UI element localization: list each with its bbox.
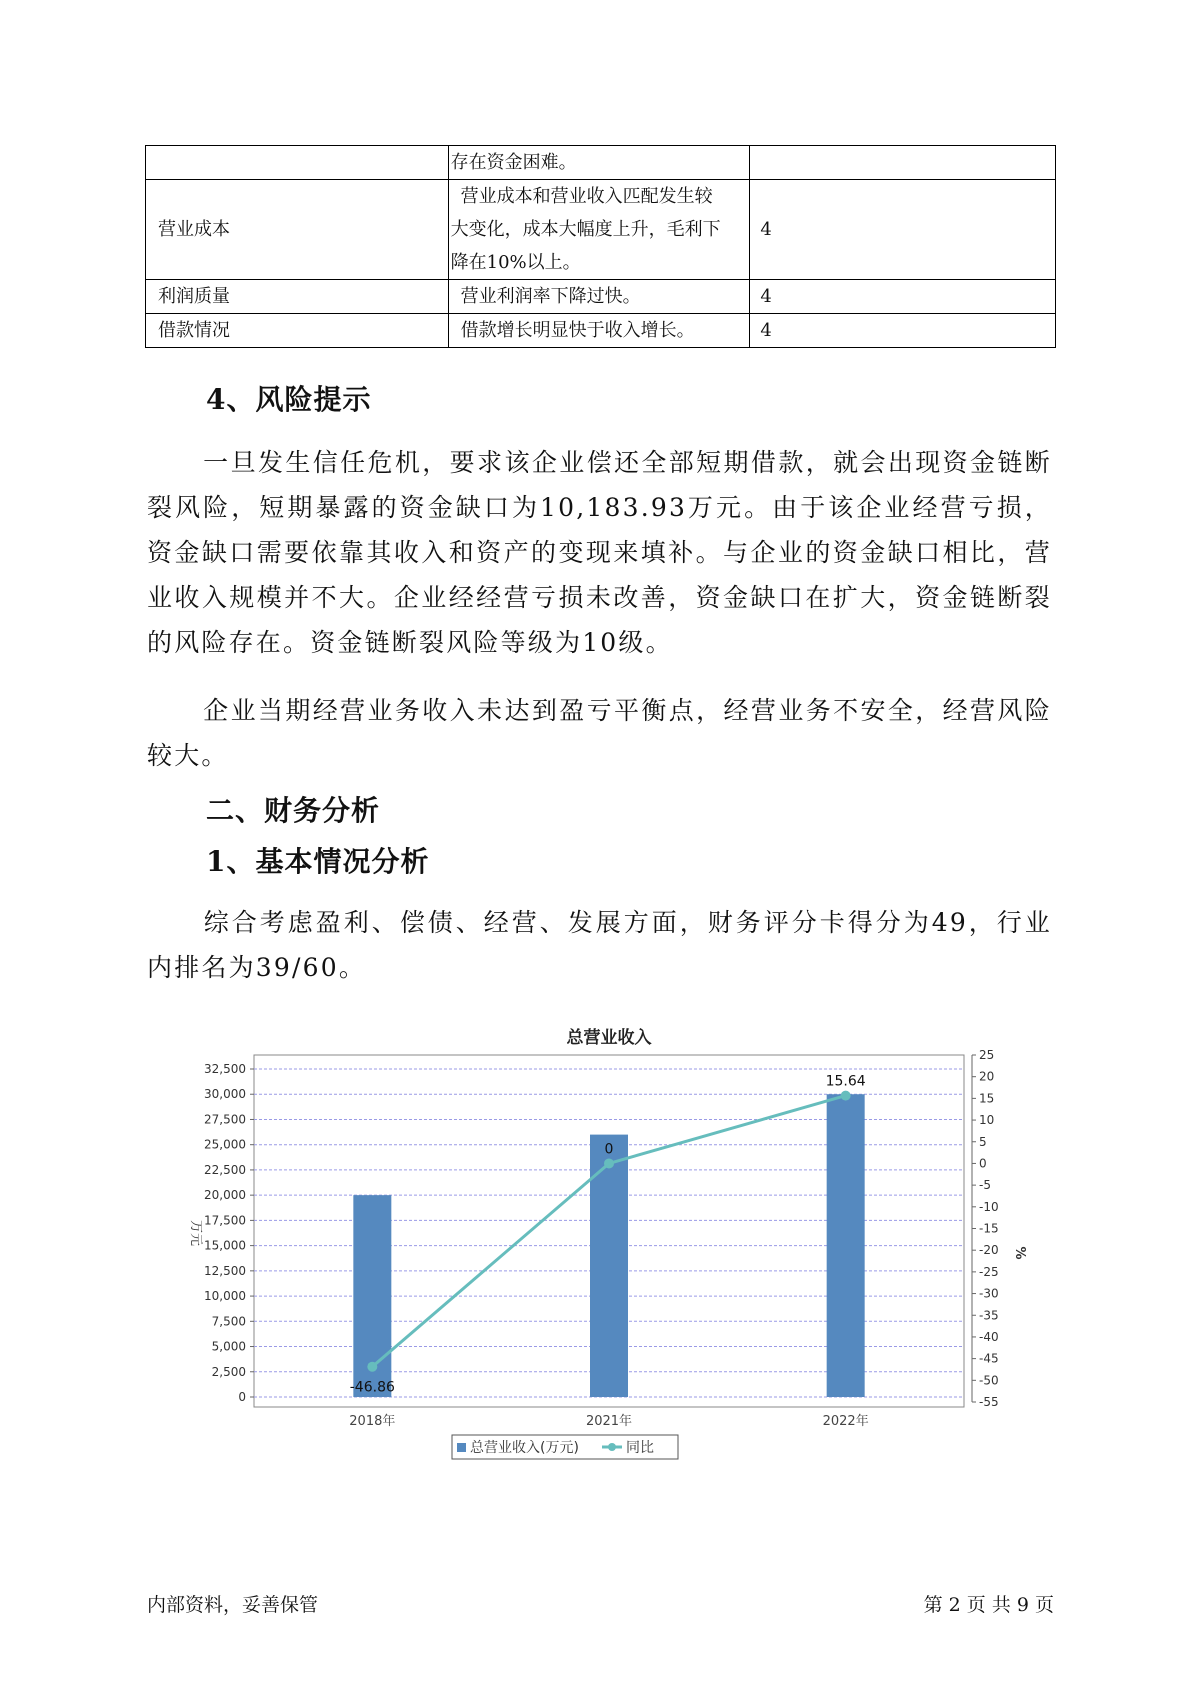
right-y-tick-label: 15 <box>979 1091 995 1106</box>
data-label-yoy: 15.64 <box>825 1073 866 1090</box>
y-tick-label: 20,000 <box>204 1188 246 1203</box>
right-y-tick-label: -25 <box>979 1264 999 1279</box>
desc-line: 营业成本和营业收入匹配发生较 <box>460 186 713 207</box>
right-y-tick-label: -50 <box>979 1373 999 1388</box>
desc-line: 大变化，成本大幅度上升，毛利下 <box>450 219 721 240</box>
table-cell-desc <box>448 180 750 280</box>
subsection-heading-basic: 1、基本情况分析 <box>206 845 430 878</box>
revenue-chart <box>170 1015 1050 1475</box>
y-tick-label: 27,500 <box>204 1112 246 1127</box>
y-tick-label: 7,500 <box>211 1314 246 1329</box>
data-label-yoy: 0 <box>604 1141 614 1158</box>
point-yoy-2022年 <box>841 1091 851 1101</box>
risk-paragraph-2-text: 企业当期经营业务收入未达到盈亏平衡点，经营业务不安全，经营风险较大。 <box>147 696 1052 770</box>
legend-swatch-yoy-dot <box>608 1443 616 1451</box>
y-tick-label: 17,500 <box>204 1213 246 1228</box>
y-axis-label: 万元 <box>188 1219 203 1247</box>
table-cell-desc: 存在资金困难。 <box>448 146 750 180</box>
table-cell-item: 利润质量 <box>146 280 449 314</box>
y-tick-label: 25,000 <box>204 1137 246 1152</box>
table-row <box>146 314 1056 348</box>
table-row <box>146 280 1056 314</box>
bar-revenue-2022年 <box>827 1094 865 1397</box>
point-yoy-2018年 <box>367 1362 377 1372</box>
section-heading-risk: 4、风险提示 <box>206 383 372 416</box>
table-cell-item: 借款情况 <box>146 314 449 348</box>
table-cell-item: 营业成本 <box>146 180 449 280</box>
y-tick-label: 15,000 <box>204 1238 246 1253</box>
table-cell-score: 4 <box>750 314 1056 348</box>
table-cell-item <box>146 146 449 180</box>
data-label-yoy: -46.86 <box>349 1379 395 1396</box>
legend-swatch-revenue <box>457 1443 466 1452</box>
legend-label-revenue: 总营业收入(万元) <box>470 1440 579 1456</box>
right-y-tick-label: -40 <box>979 1329 999 1344</box>
risk-paragraph-2 <box>147 688 1052 778</box>
y-tick-label: 10,000 <box>204 1289 246 1304</box>
footer-page-number: 第 2 页 共 9 页 <box>923 1594 1054 1616</box>
right-y-tick-label: 25 <box>979 1048 995 1062</box>
table-cell-desc <box>448 280 750 314</box>
risk-paragraph-1-text: 一旦发生信任危机，要求该企业偿还全部短期借款，就会出现资金链断裂风险，短期暴露的资金缺口为10,183.93万元。由于该企业经营亏损，资金缺口需要依靠其收入和资产的变现来填补。与企业的资金缺口相比，营业收入规模并不大。企业经经营亏损未改善，资金缺口在扩大，资金链断裂的风险存在。资金链断裂风险等级为10级。 <box>147 448 1052 657</box>
table-cell-desc <box>448 314 750 348</box>
y-tick-label: 0 <box>238 1390 246 1404</box>
chart-title: 总营业收入 <box>566 1028 652 1048</box>
y-tick-label: 12,500 <box>204 1263 246 1278</box>
table-cell-score: 4 <box>750 180 1056 280</box>
y-tick-label: 30,000 <box>204 1087 246 1102</box>
point-yoy-2021年 <box>604 1158 614 1168</box>
right-y-tick-label: -15 <box>979 1221 999 1236</box>
right-y-tick-label: -20 <box>979 1243 999 1258</box>
table-cell-score: 4 <box>750 280 1056 314</box>
right-y-tick-label: 10 <box>979 1113 995 1128</box>
table-row <box>146 180 1056 280</box>
risk-indicator-table <box>145 145 1056 348</box>
x-tick-label: 2021年 <box>585 1414 633 1429</box>
right-y-tick-label: -35 <box>979 1308 999 1323</box>
y-tick-label: 22,500 <box>204 1162 246 1177</box>
risk-paragraph-1 <box>147 440 1052 665</box>
table-row <box>146 146 1056 180</box>
right-y-tick-label: 0 <box>979 1156 987 1171</box>
desc-line: 降在10%以上。 <box>450 252 581 273</box>
desc-text: 借款增长明显快于收入增长。 <box>460 320 695 341</box>
right-y-tick-label: -45 <box>979 1351 999 1366</box>
right-y-tick-label: -5 <box>979 1178 991 1193</box>
right-y-tick-label: -30 <box>979 1286 999 1301</box>
y-tick-label: 32,500 <box>204 1062 246 1076</box>
basic-analysis-paragraph <box>147 900 1052 990</box>
right-y-tick-label: 5 <box>979 1134 987 1149</box>
right-y-tick-label: -10 <box>979 1199 999 1214</box>
right-y-tick-label: 20 <box>979 1069 995 1084</box>
revenue-chart-svg <box>170 1015 1050 1475</box>
y-tick-label: 2,500 <box>211 1364 246 1379</box>
footer-confidential: 内部资料，妥善保管 <box>147 1594 319 1616</box>
section-heading-financial: 二、财务分析 <box>206 794 381 827</box>
legend-label-yoy: 同比 <box>626 1440 654 1456</box>
desc-text: 营业利润率下降过快。 <box>460 286 641 307</box>
x-tick-label: 2022年 <box>822 1414 869 1429</box>
basic-analysis-text: 综合考虑盈利、偿债、经营、发展方面，财务评分卡得分为49，行业内排名为39/60。 <box>147 908 1052 982</box>
x-tick-label: 2018年 <box>349 1414 396 1429</box>
right-y-tick-label: -55 <box>979 1395 999 1409</box>
y-tick-label: 5,000 <box>211 1339 246 1354</box>
right-y-axis-label: % <box>1012 1246 1027 1260</box>
table-cell-score <box>750 146 1056 180</box>
